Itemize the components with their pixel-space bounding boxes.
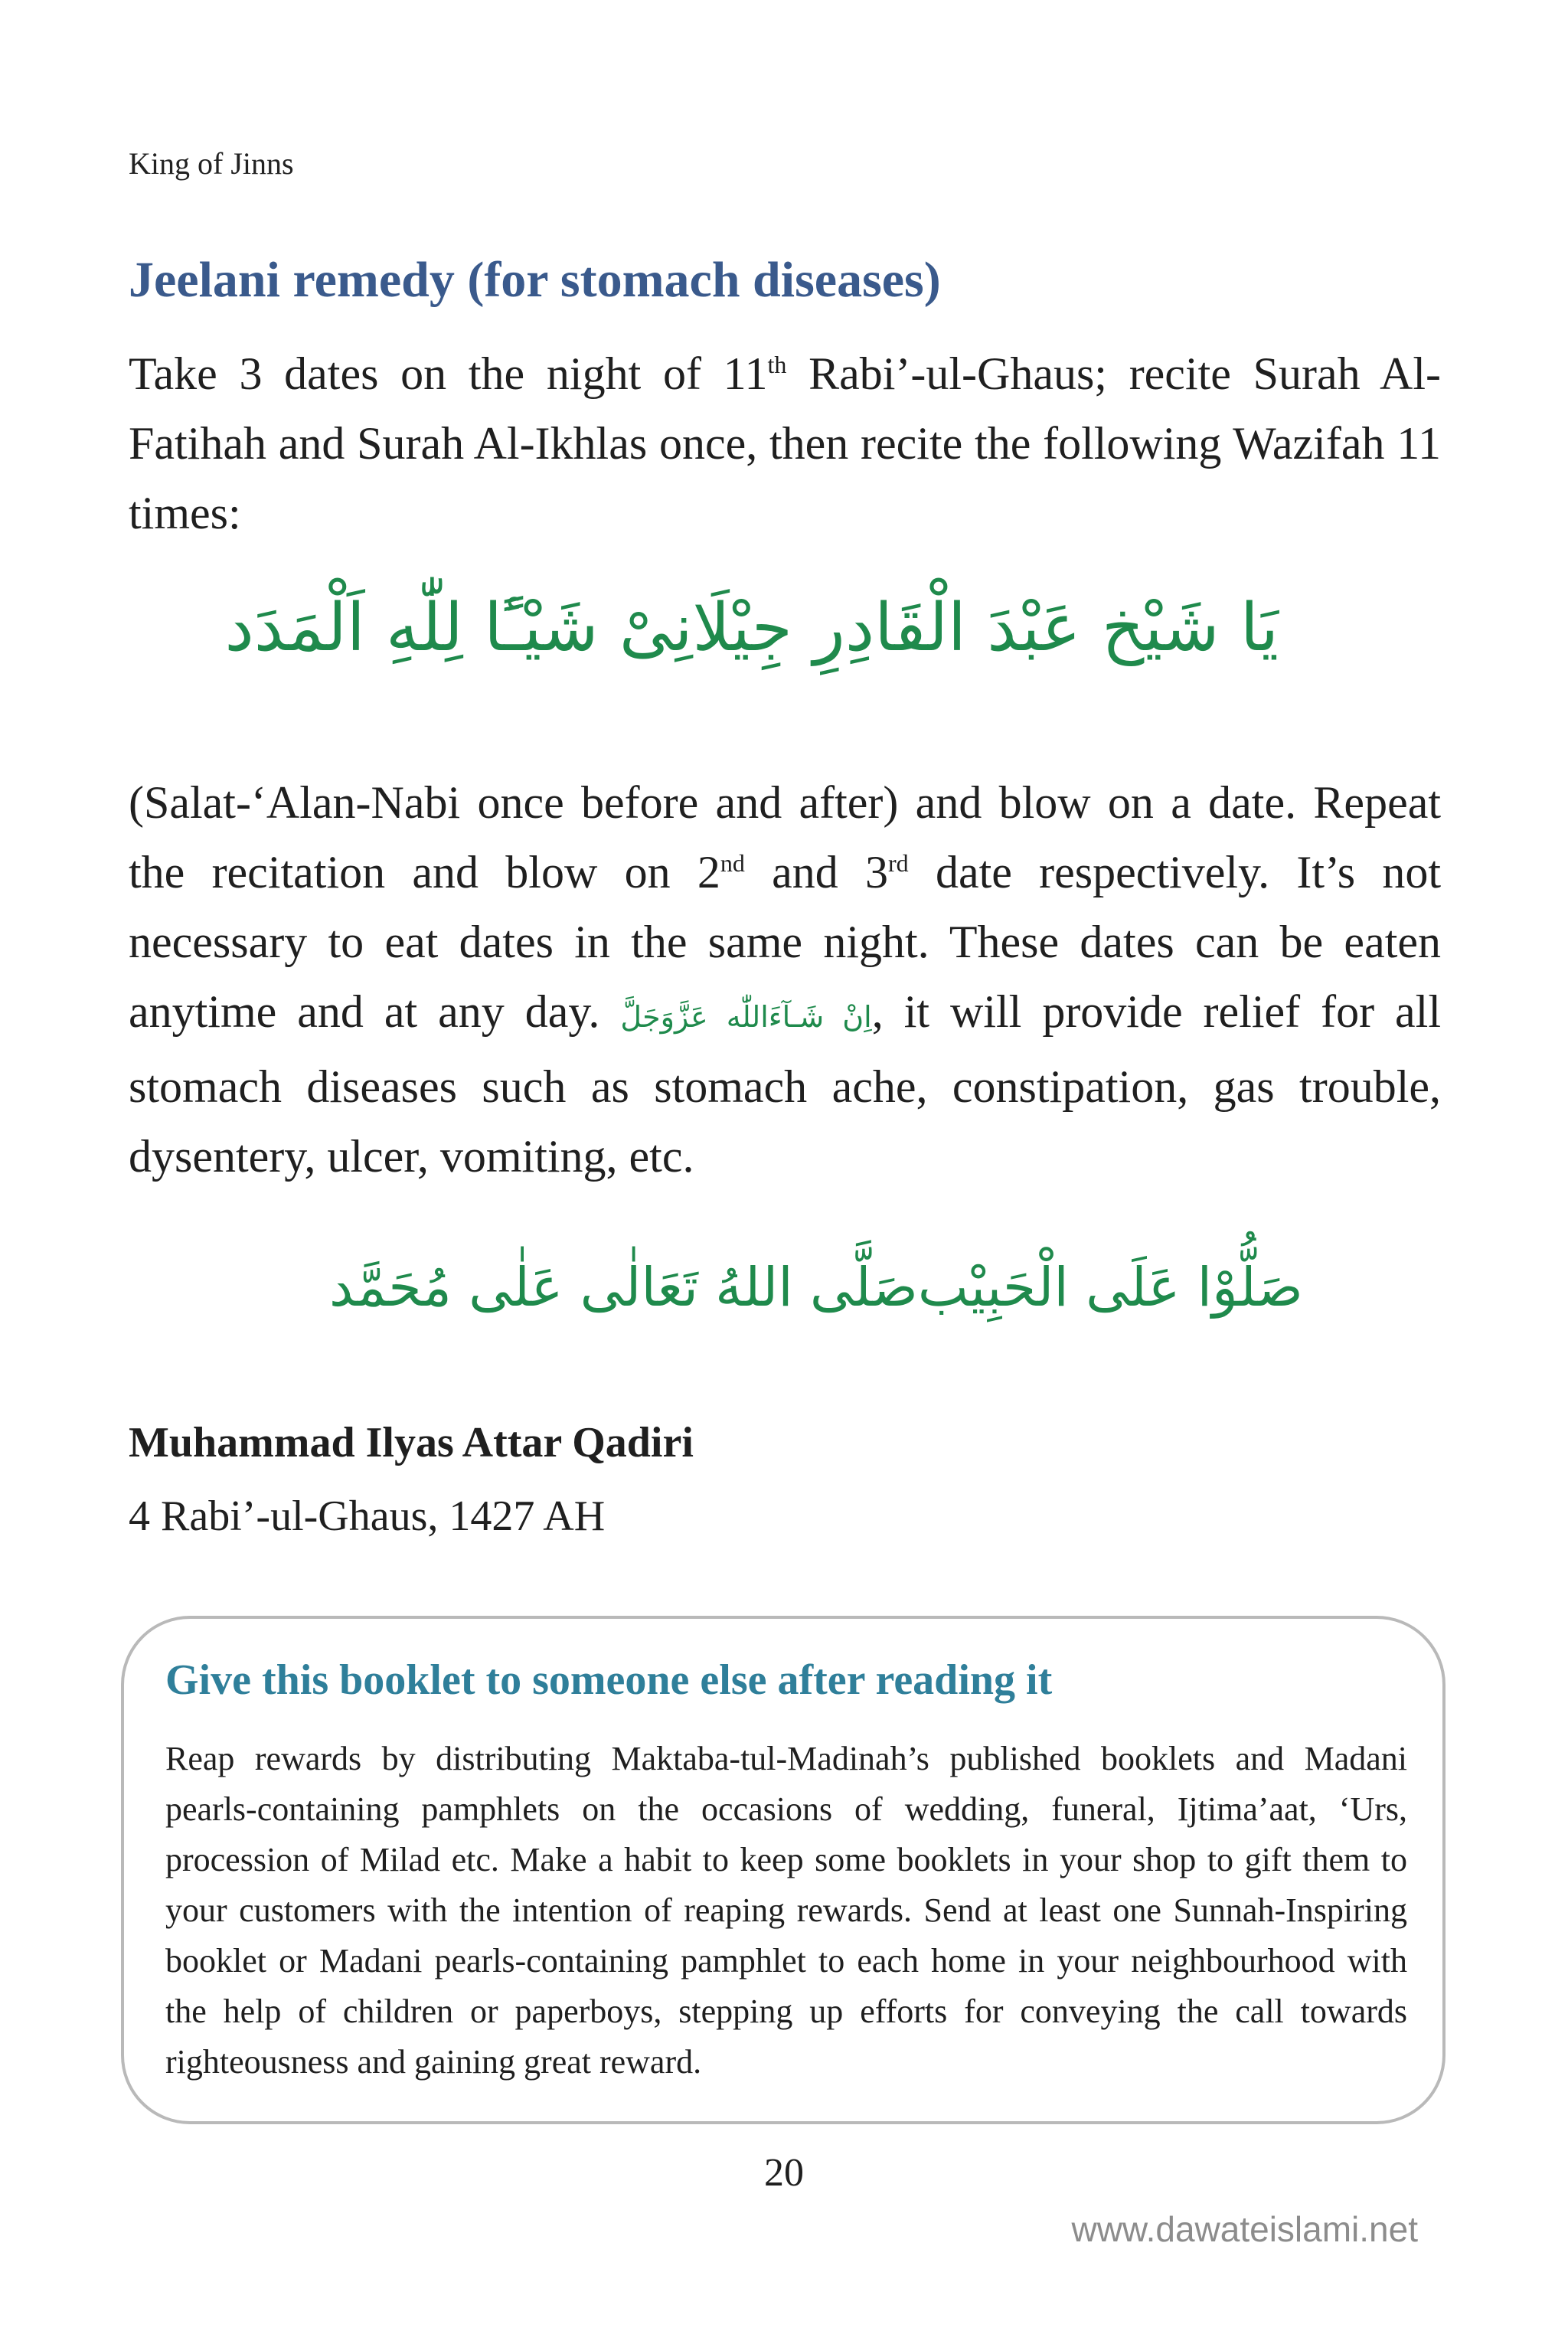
instructions-text-4: , it will provide relief for all stomach diseases such as stomach ache, constipation, gas trouble, dysentery, ulcer, vomiting, etc. — [129, 986, 1441, 1182]
salat-left-arabic: صَلَّى اللهُ تَعَالٰى عَلٰى مُحَمَّد — [329, 1256, 918, 1319]
section-heading: Jeelani remedy (for stomach diseases) — [129, 252, 941, 308]
author-name: Muhammad Ilyas Attar Qadiri — [129, 1419, 694, 1466]
inshallah-arabic: اِنْ شَـآءَاللّٰه عَزَّوَجَلَّ — [620, 1000, 872, 1034]
running-head: King of Jinns — [129, 146, 294, 181]
intro-superscript: th — [767, 351, 787, 378]
wazifah-arabic: يَا شَيْخ عَبْدَ الْقَادِرِ جِيْلَانِیْ شَيْـًٔا لِلّٰهِ اَلْمَدَد — [224, 590, 1279, 666]
intro-text-2: Rabi’-ul-Ghaus; recite Surah Al-Fatihah and Surah Al-Ikhlas once, then recite the following Wazifah 11 times: — [129, 348, 1441, 538]
salat-row — [329, 1256, 1303, 1319]
booklet-box-body: Reap rewards by distributing Maktaba-tul-Madinah’s published booklets and Madani pearls-containing pamphlets on the occasions of wedding, funeral, Ijtima’aat, ‘Urs, procession of Milad etc. Make a habit to keep some booklets in your shop to gift them to your customers with the intention of reaping rewards. Send at least one Sunnah-Inspiring booklet or Madani pearls-containing pamphlet to each home in your neighbourhood with the help of children or paperboys, stepping up efforts for conveying the call towards righteousness and gaining great reward. — [165, 1740, 1407, 2081]
intro-text-1: Take 3 dates on the night of 11 — [129, 348, 768, 399]
instructions-superscript-2: rd — [888, 849, 909, 877]
booklet-info-box — [121, 1616, 1446, 2124]
instructions-superscript-1: nd — [720, 849, 745, 877]
intro-paragraph — [129, 339, 1441, 548]
salat-right-arabic: صَلُّوْا عَلَى الْحَبِيْب — [917, 1256, 1303, 1319]
website-url: www.dawateislami.net — [1071, 2209, 1418, 2249]
instructions-paragraph — [129, 768, 1441, 1192]
booklet-box-title: Give this booklet to someone else after reading it — [165, 1656, 1053, 1704]
instructions-text-2: and 3 — [744, 847, 889, 897]
author-date: 4 Rabi’-ul-Ghaus, 1427 AH — [129, 1492, 606, 1540]
instructions-text-3: date respectively. It’s not necessary to eat dates in the same night. These dates can be eaten anytime and at any day. — [129, 847, 1441, 1037]
page-number: 20 — [764, 2151, 804, 2195]
instructions-text-1: (Salat-‘Alan-Nabi once before and after) and blow on a date. Repeat the recitation and blow on 2 — [129, 777, 1441, 897]
